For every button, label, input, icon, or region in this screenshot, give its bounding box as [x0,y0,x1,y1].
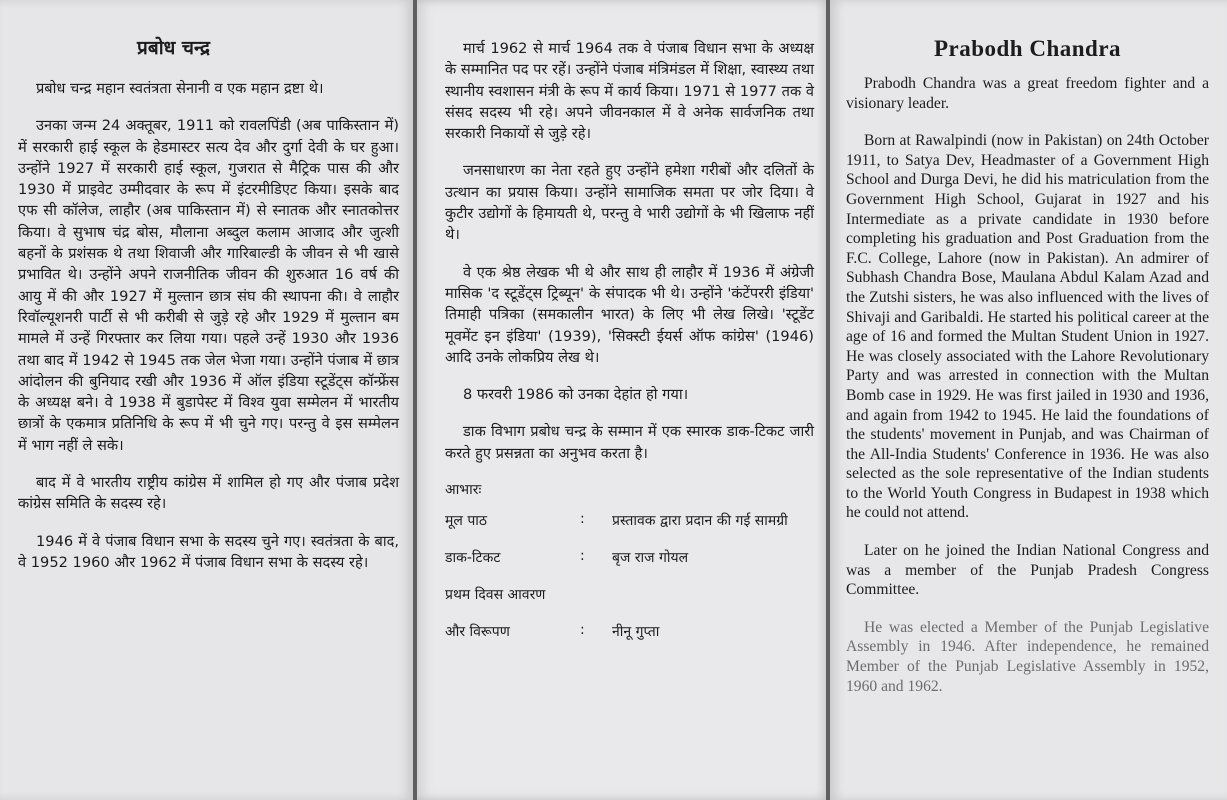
hindi-title: प्रबोध चन्द्र [137,37,210,59]
hindi-paragraph: डाक विभाग प्रबोध चन्द्र के सम्मान में एक स्मारक डाक-टिकट जारी करते हुए प्रसन्नता का अनुभव करता है। [445,423,814,462]
hindi-paragraph: जनसाधारण का नेता रहते हुए उन्होंने हमेशा गरीबों और दलितों के उत्थान का प्रयास किया। उन्होंने सामाजिक समता पर जोर दिया। वे कुटीर उद्योगों के हिमायती थे, परन्तु वे भारी उद्योगों के भी खिलाफ नहीं थे। [445,162,814,244]
hindi-paragraph: उनका जन्म 24 अक्तूबर, 1911 को रावलपिंडी (अब पाकिस्तान में) में सरकारी हाई स्कूल के हेडमास्टर सत्य देव और दुर्गा देवी के घर हुआ। उन्होंने 1927 में सरकारी हाई स्कूल, गुजरात से मैट्रिक पास की और 1930 में प्राइवेट उम्मीदवार के रूप में इंटरमीडिएट किया। इसके बाद एफ सी कॉलेज, लाहौर (अब पाकिस्तान में) से स्नातक और स्नातकोत्तर किया। वे सुभाष चंद्र बोस, मौलाना अब्दुल कलाम आजाद और जुत्शी बहनों के प्रशंसक थे तथा शिवाजी और गारिबाल्डी के जीवन से भी खासे प्रभावित थे। उन्होंने अपने राजनीतिक जीवन की शुरुआत 16 वर्ष की आयु में की और 1927 में मुल्तान छात्र संघ की स्थापना की। वे लाहौर रिवॉल्यूशनरी पार्टी से भी करीबी से जुड़े रहे और 1929 में मुल्तान बम मामले में उन्हें गिरफ्तार कर लिया गया। पहले उन्हें 1930 और 1936 तथा बाद में 1942 से 1945 तक जेल भेजा गया। उन्होंने पंजाब में छात्र आंदोलन की बुनियाद रखी और 1936 में ऑल इंडिया स्टूडेंट्स कॉन्फ्रेंस के अध्यक्ष बने। वे 1938 में बुडापेस्ट में विश्व युवा सम्मेलन में भारतीय छात्रों के एकमात्र प्रतिनिधि के रूप में भी चुने गए। परन्तु वे इस सम्मेलन में भाग नहीं ले सके। [18,117,399,454]
hindi-paragraph: प्रबोध चन्द्र महान स्वतंत्रता सेनानी व एक महान द्रष्टा थे। [36,80,324,97]
credit-value: नीनू गुप्ता [612,624,660,641]
credit-row [445,548,814,585]
credits-block [445,480,814,659]
credit-label: डाक-टिकट [445,550,501,567]
credit-colon: : [580,622,585,639]
credit-colon: : [580,511,585,528]
english-title: Prabodh Chandra [933,36,1122,61]
credit-row [445,511,814,548]
hindi-left-page [0,0,413,800]
credit-row [445,585,814,622]
hindi-paragraph: 8 फरवरी 1986 को उनका देहांत हो गया। [463,386,689,404]
english-right-page [830,0,1227,800]
english-paragraph: Later on he joined the Indian National Congress and was a member of the Punjab Pradesh Congress Committee. [846,542,1209,599]
hindi-paragraph: 1946 में वे पंजाब विधान सभा के सदस्य चुने गए। स्वतंत्रता के बाद, वे 1952 1960 और 1962 में पंजाब विधान सभा के सदस्य रहे। [18,532,399,571]
credit-colon: : [580,548,585,565]
english-paragraph: Prabodh Chandra was a great freedom fighter and a visionary leader. [846,75,1209,112]
credit-label: प्रथम दिवस आवरण [445,587,546,604]
credit-value: प्रस्तावक द्वारा प्रदान की गई सामग्री [612,513,788,530]
credits-heading: आभारः [445,482,482,499]
credit-label: मूल पाठ [445,513,488,530]
hindi-paragraph: मार्च 1962 से मार्च 1964 तक वे पंजाब विधान सभा के अध्यक्ष के सम्मानित पद पर रहें। उन्होंने पंजाब मंत्रिमंडल में शिक्षा, स्वास्थ्य तथा स्थानीय स्वशासन मंत्री के रूप में कार्य किया। 1971 से 1977 तक वे संसद सदस्य भी रहे। अपने जीवनकाल में वे अनेक सार्वजनिक तथा सरकारी निकायों से जुड़े रहे। [445,40,814,143]
english-paragraph: He was elected a Member of the Punjab Legislative Assembly in 1946. After independence, he remained Member of the Punjab Legislative Assembly in 1952, 1960 and 1962. [846,618,1209,695]
credit-row [445,622,814,659]
hindi-paragraph: वे एक श्रेष्ठ लेखक भी थे और साथ ही लाहौर में 1936 में अंग्रेजी मासिक 'द स्टूडेंट्स ट्रिब्यून' के संपादक भी थे। उन्होंने 'कंटेंपररी इंडिया' तिमाही पत्रिका (समकालीन भारत) के लिए भी लेख लिखे। 'स्टूडेंट मूवमेंट इन इंडिया' (1939), 'सिक्स्टी ईयर्स ऑफ कांग्रेस' (1946) आदि उनके लोकप्रिय लेख थे। [445,263,814,366]
credit-label: और विरूपण [445,624,510,641]
credit-value: बृज राज गोयल [612,550,689,567]
hindi-paragraph: बाद में वे भारतीय राष्ट्रीय कांग्रेस में शामिल हो गए और पंजाब प्रदेश कांग्रेस समिति के सदस्य रहे। [18,474,399,513]
hindi-middle-page [417,0,826,800]
english-paragraph: Born at Rawalpindi (now in Pakistan) on 24th October 1911, to Satya Dev, Headmaster of a Government High School and Durga Devi, he did his matriculation from the Government High School, Gujarat in 1927 and his Intermediate as a private candidate in 1930 before completing his graduation and Post Graduation from the F.C. College, Lahore (now in Pakistan). An admirer of Subhash Chandra Bose, Maulana Abdul Kalam Azad and the Zutshi sisters, he was also influenced with the lives of Shivaji and Garibaldi. He started his political career at the age of 16 and formed the Multan Student Union in 1927. He was closely associated with the Lahore Revolutionary Party and was arrested in connection with the Multan Bomb case in 1929. He was first jailed in 1930 and 1936, and again from 1942 to 1945. He laid the foundations of the students' movement in Punjab, and was Chairman of the All-India Students' Conference in 1936. He was also selected as the sole representative of the Indian students to the World Youth Congress in Budapest in 1938 which he could not attend. [846,132,1209,522]
